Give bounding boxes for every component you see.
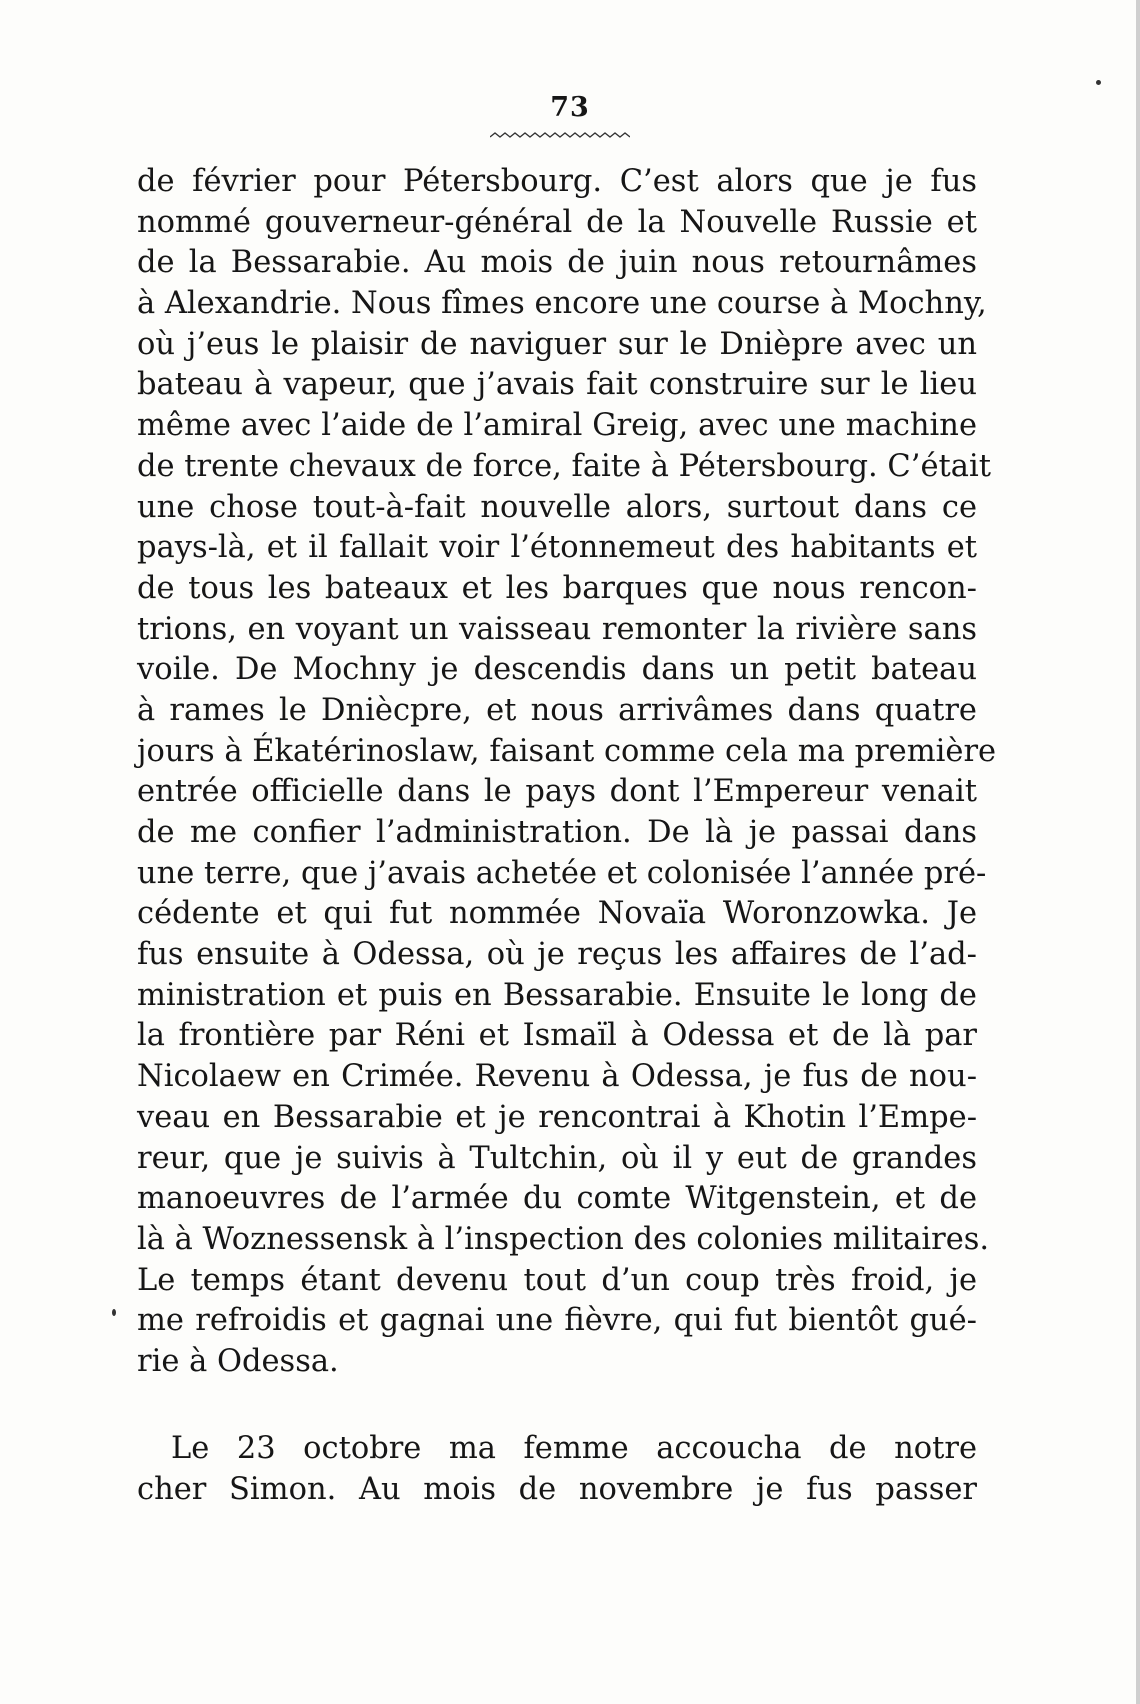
text-line: fus ensuite à Odessa, où je reçus les affaires de l’ad- (137, 937, 977, 973)
text-line: trions, en voyant un vaisseau remonter la rivière sans (137, 611, 977, 647)
paragraph-2 (137, 1429, 977, 1510)
text-line: jours à Ékatérinoslaw, faisant comme cela ma première (137, 733, 997, 769)
text-line: nommé gouverneur-général de la Nouvelle Russie et (137, 204, 977, 240)
text-line: me refroidis et gagnai une fièvre, qui fut bientôt gué- (137, 1303, 977, 1339)
text-line: manoeuvres de l’armée du comte Witgenstein, et de (137, 1181, 977, 1217)
text-line: une terre, que j’avais achetée et colonisée l’année pré- (137, 855, 987, 891)
text-line: Le temps étant devenu tout d’un coup très froid, je (137, 1262, 977, 1298)
page-number: 73 (550, 92, 590, 123)
decorative-rule (490, 130, 630, 140)
text-line: à rames le Dniècpre, et nous arrivâmes dans quatre (137, 692, 977, 728)
page-edge (1136, 0, 1140, 1704)
text-line: Nicolaew en Crimée. Revenu à Odessa, je fus de nou- (137, 1059, 977, 1095)
text-line: à Alexandrie. Nous fîmes encore une course à Mochny, (137, 286, 987, 322)
text-line: pays-là, et il fallait voir l’étonnemeut des habitants et (137, 530, 977, 566)
text-line: cédente et qui fut nommée Novaïa Woronzowka. Je (137, 896, 977, 932)
text-line: bateau à vapeur, que j’avais fait construire sur le lieu (137, 367, 977, 403)
text-line: même avec l’aide de l’amiral Greig, avec une machine (137, 408, 977, 444)
text-line: entrée officielle dans le pays dont l’Empereur venait (137, 774, 977, 810)
text-line: rie à Odessa. (137, 1343, 339, 1379)
text-line: là à Woznessensk à l’inspection des colonies militaires. (137, 1221, 990, 1257)
print-speck (1096, 80, 1101, 85)
text-line: de trente chevaux de force, faite à Pétersbourg. C’était (137, 448, 991, 484)
text-line: la frontière par Réni et Ismaïl à Odessa et de là par (137, 1018, 977, 1054)
text-line: où j’eus le plaisir de naviguer sur le Dnièpre avec un (137, 326, 977, 362)
text-line: de février pour Pétersbourg. C’est alors que je fus (137, 164, 977, 199)
text-line: ministration et puis en Bessarabie. Ensuite le long de (137, 977, 977, 1013)
text-line: de tous les bateaux et les barques que nous rencon- (137, 570, 977, 606)
text-line: reur, que je suivis à Tultchin, où il y eut de grandes (137, 1140, 977, 1176)
print-speck (112, 1309, 116, 1316)
text-line: voile. De Mochny je descendis dans un petit bateau (137, 652, 977, 688)
paragraph-1 (137, 162, 997, 1383)
text-line: de me confier l’administration. De là je passai dans (137, 815, 977, 850)
text-line: veau en Bessarabie et je rencontrai à Khotin l’Empe- (137, 1099, 977, 1135)
text-line: de la Bessarabie. Au mois de juin nous retournâmes (137, 245, 977, 281)
text-line: cher Simon. Au mois de novembre je fus passer (137, 1471, 977, 1507)
text-line: Le 23 octobre ma femme accoucha de notre (171, 1431, 977, 1466)
text-line: une chose tout-à-fait nouvelle alors, surtout dans ce (137, 489, 977, 525)
